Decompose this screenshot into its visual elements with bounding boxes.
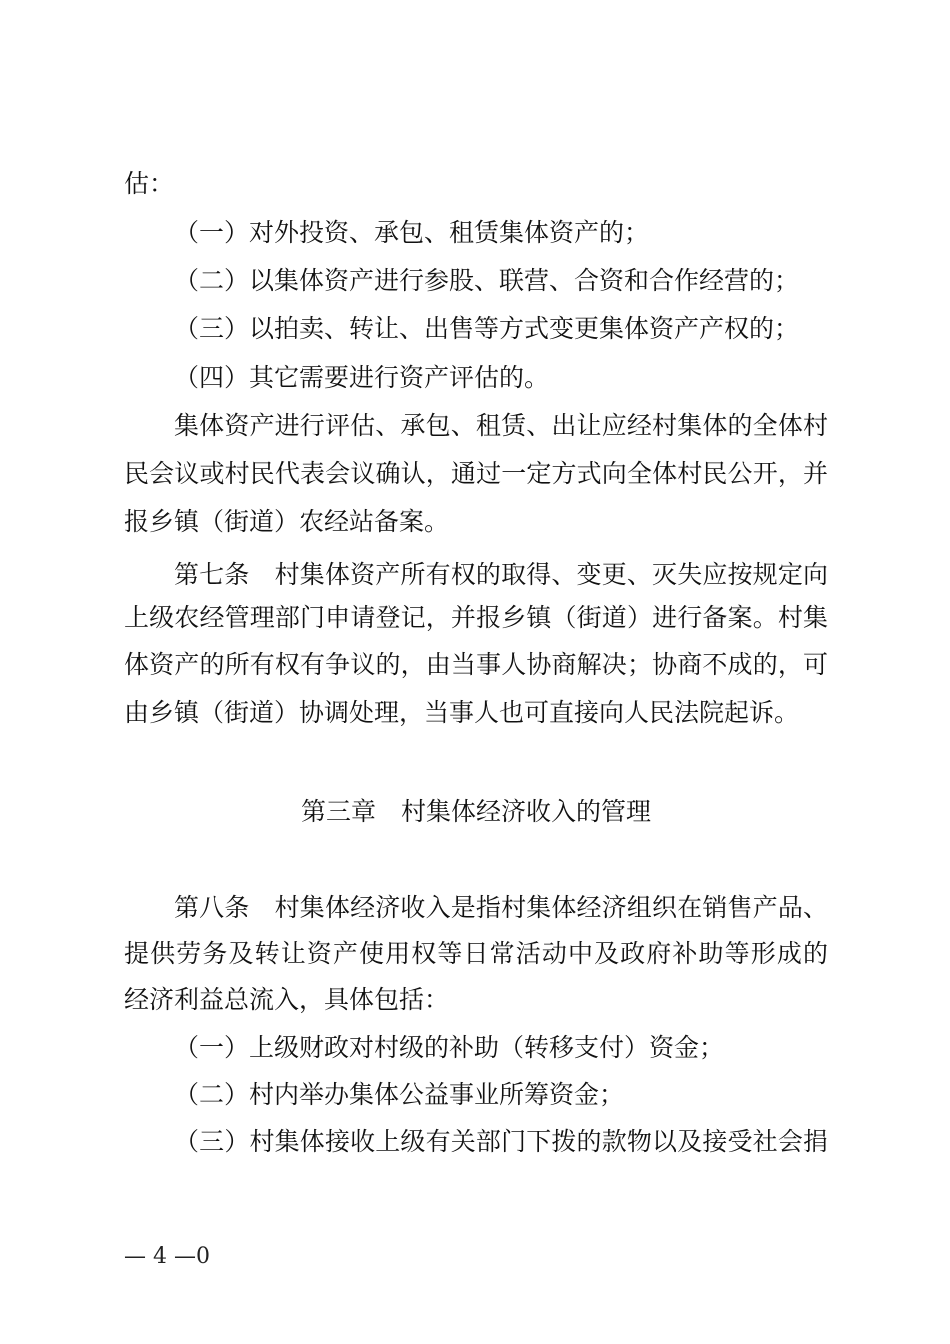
list-item: （四）其它需要进行资产评估的。: [174, 363, 550, 392]
text-line: 体资产的所有权有争议的，由当事人协商解决；协商不成的，可: [124, 650, 828, 679]
text-line: 由乡镇（街道）协调处理，当事人也可直接向人民法院起诉。: [124, 698, 800, 727]
list-item: （一）对外投资、承包、租赁集体资产的；: [174, 218, 650, 247]
text-line: 经济利益总流入，具体包括：: [124, 985, 450, 1014]
text-line: 估：: [124, 169, 175, 198]
text-line: 集体资产进行评估、承包、租赁、出让应经村集体的全体村: [174, 411, 828, 440]
list-item: （三）以拍卖、转让、出售等方式变更集体资产产权的；: [174, 314, 800, 343]
list-item: （三）村集体接收上级有关部门下拨的款物以及接受社会捐: [174, 1127, 828, 1156]
text-line: 上级农经管理部门申请登记，并报乡镇（街道）进行备案。村集: [124, 603, 828, 632]
article-line: 第七条 村集体资产所有权的取得、变更、灭失应按规定向: [174, 560, 828, 589]
list-item: （一）上级财政对村级的补助（转移支付）资金；: [174, 1033, 725, 1062]
chapter-heading: 第三章 村集体经济收入的管理: [300, 797, 651, 826]
page-number: — 4 —0: [124, 1244, 210, 1269]
list-item: （二）以集体资产进行参股、联营、合资和合作经营的；: [174, 266, 800, 295]
list-item: （二）村内举办集体公益事业所筹资金；: [174, 1080, 625, 1109]
text-line: 提供劳务及转让资产使用权等日常活动中及政府补助等形成的: [124, 939, 828, 968]
text-line: 报乡镇（街道）农经站备案。: [124, 507, 450, 536]
article-line: 第八条 村集体经济收入是指村集体经济组织在销售产品、: [174, 893, 828, 922]
text-line: 民会议或村民代表会议确认，通过一定方式向全体村民公开，并: [124, 459, 828, 488]
